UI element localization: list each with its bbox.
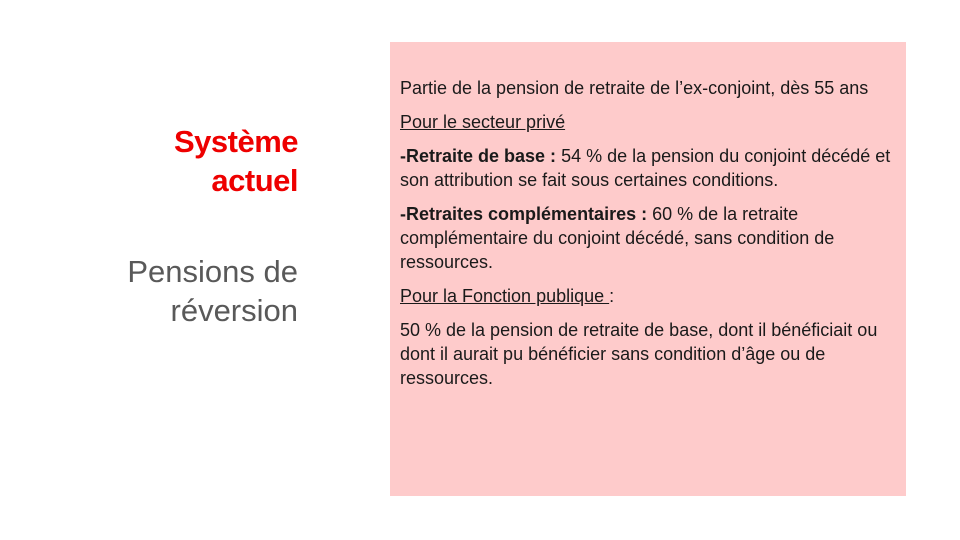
publique-paragraph: 50 % de la pension de retraite de base, dont il bénéficiait ou dont il aurait pu bénéficier sans condition d’âge ou de ressources. — [400, 320, 878, 388]
prive-heading-text: Pour le secteur privé — [400, 112, 566, 132]
subtitle-line-1: Pensions de — [127, 254, 298, 289]
base-label: -Retraite de base : — [400, 146, 557, 166]
title-line-2: actuel — [211, 163, 298, 198]
compl-text: 60 % de la retraite complémentaire du conjoint décédé, sans condition de ressources. — [400, 204, 835, 272]
panel-content — [400, 76, 894, 390]
publique-heading — [400, 284, 894, 308]
title-line-1: Système — [173, 124, 298, 159]
publique-heading-text: Pour la Fonction publique — [400, 286, 610, 306]
slide-title — [38, 122, 298, 200]
base-text: 54 % de la pension du conjoint décédé et son attribution se fait sous certaines conditions. — [400, 146, 891, 190]
compl-label: -Retraites complémentaires : — [400, 204, 648, 224]
intro-paragraph: Partie de la pension de retraite de l’ex-conjoint, dès 55 ans — [400, 78, 869, 98]
compl-paragraph — [400, 202, 894, 274]
subtitle-line-2: réversion — [170, 293, 298, 328]
slide-subtitle — [38, 252, 298, 330]
base-paragraph — [400, 144, 894, 192]
content-panel — [390, 42, 906, 496]
prive-heading — [400, 110, 894, 134]
publique-colon: : — [609, 286, 615, 306]
